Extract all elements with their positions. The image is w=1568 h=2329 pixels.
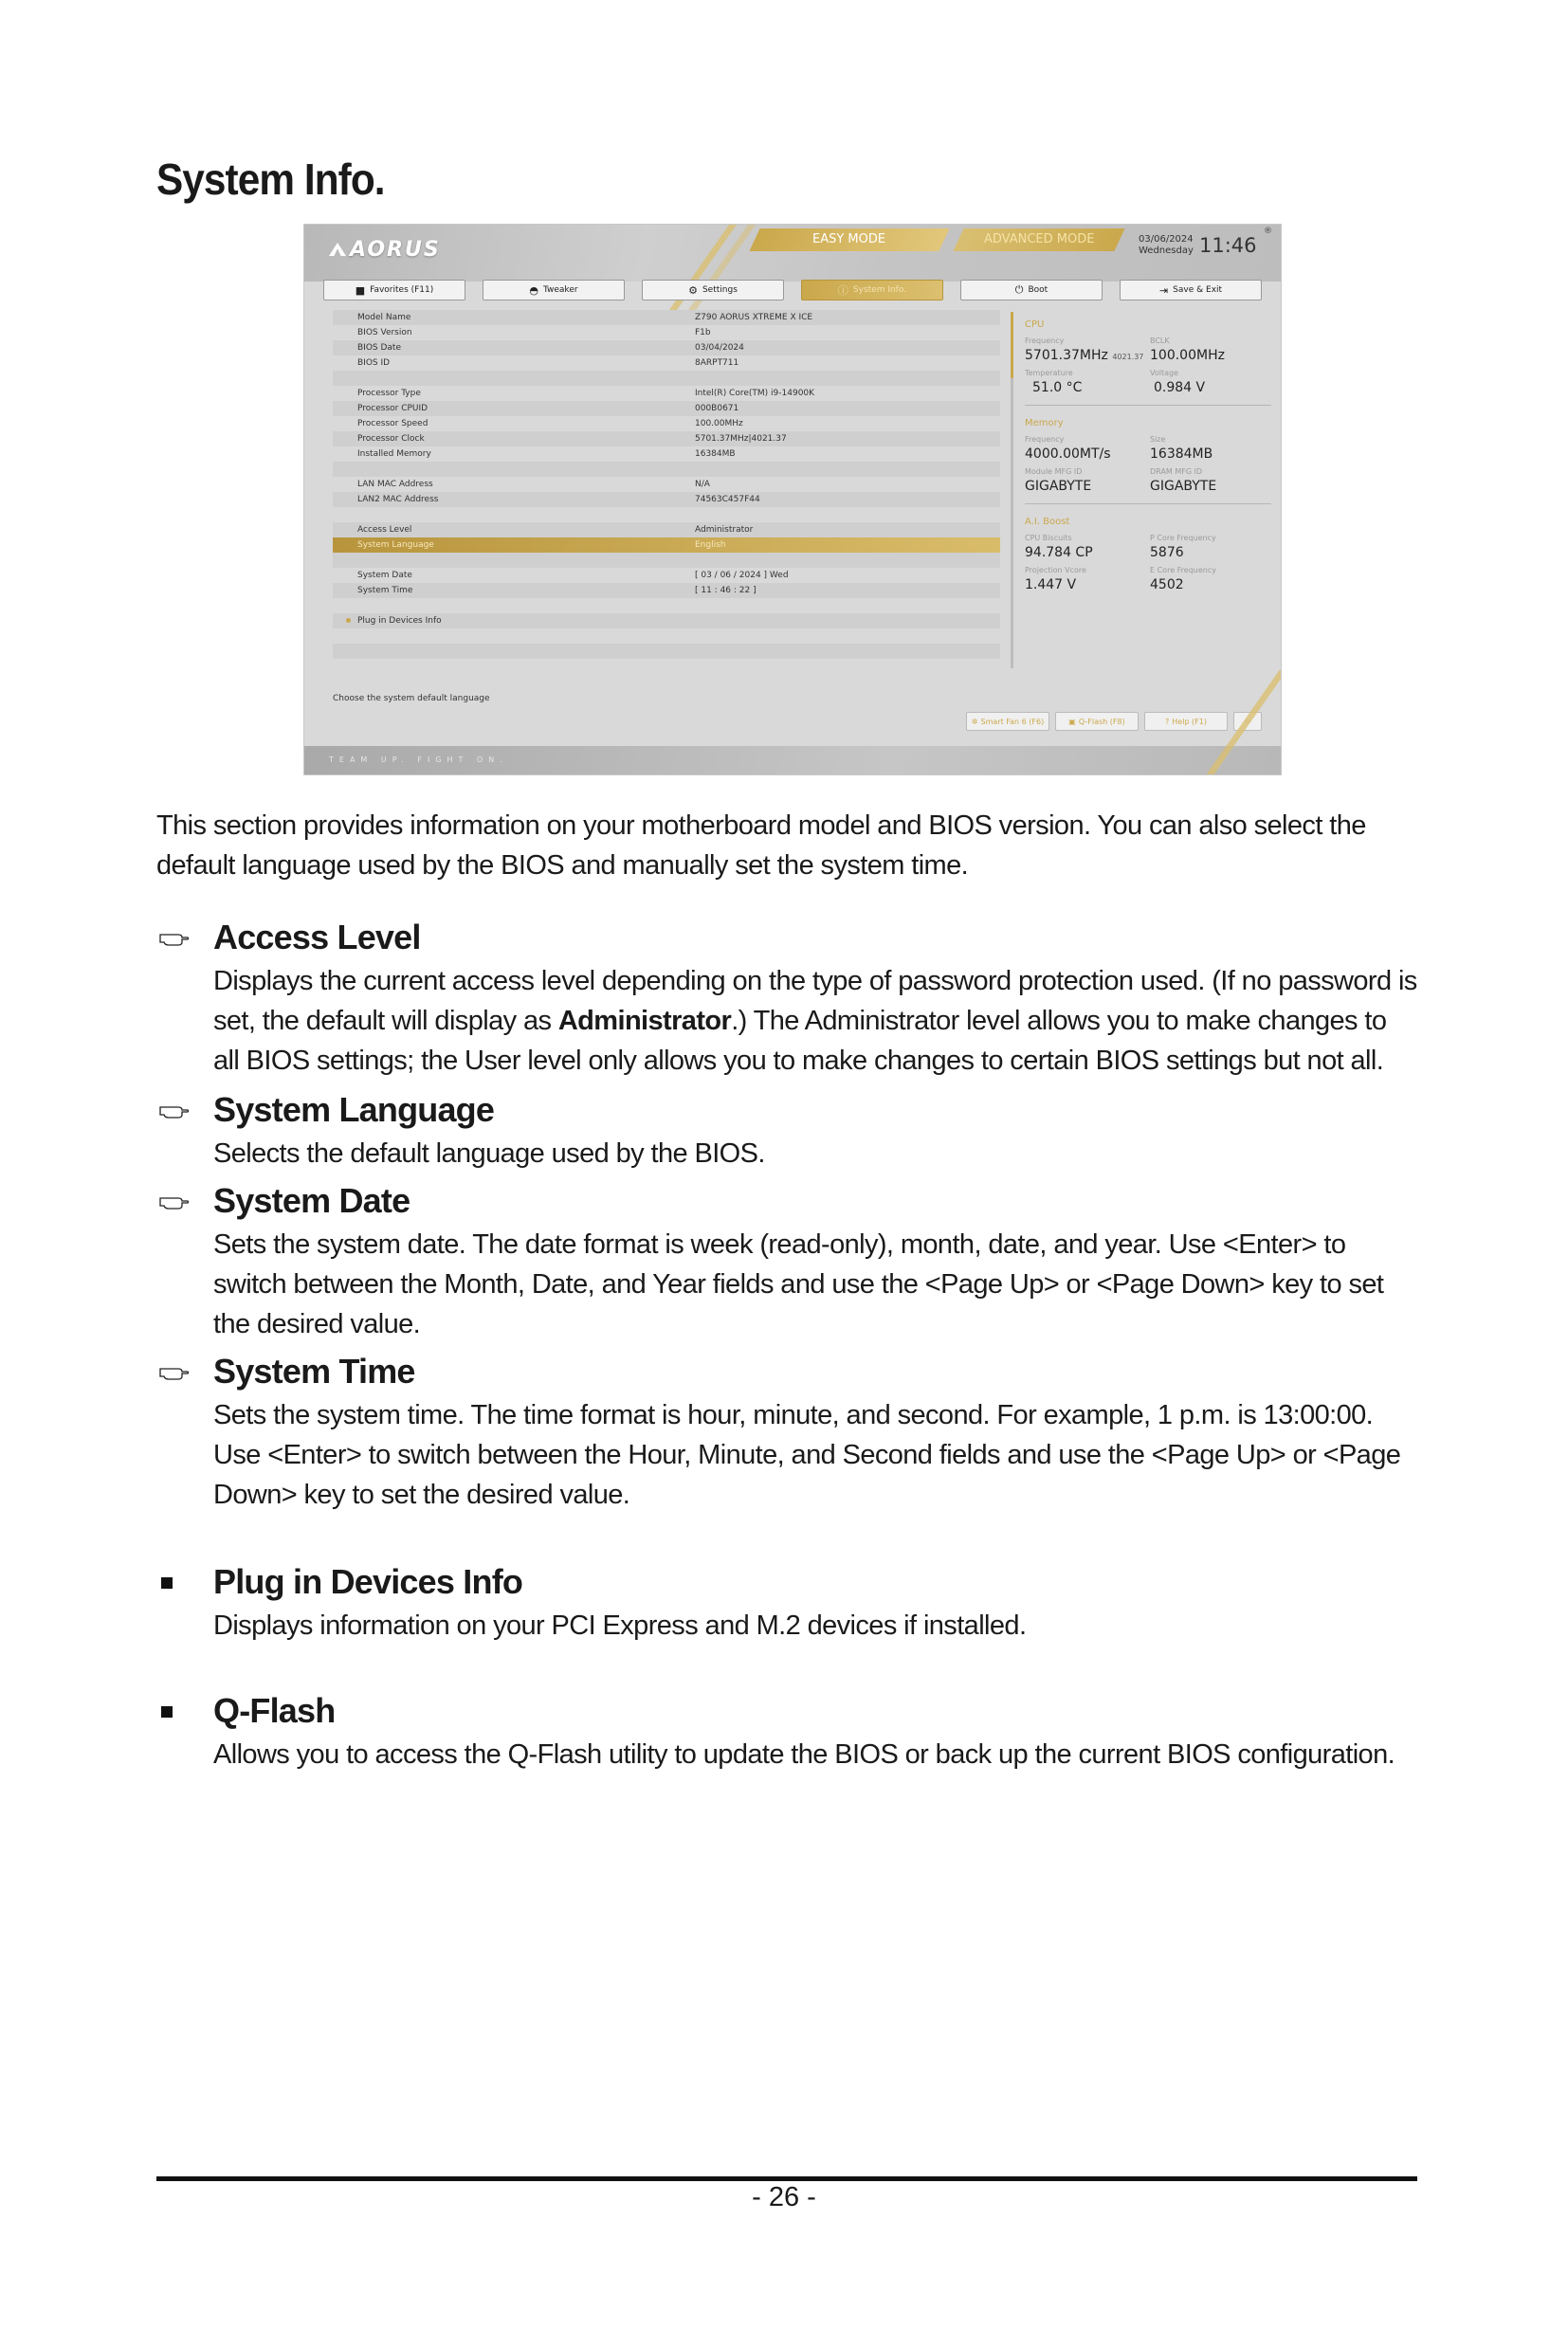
- memory-module-mfg: GIGABYTE: [1025, 479, 1092, 494]
- row-spacer: [333, 628, 1000, 644]
- row-lan-mac: LAN MAC Address N/A: [357, 480, 710, 489]
- power-icon: ⏻: [1014, 283, 1024, 296]
- row-lan2-mac: LAN2 MAC Address 74563C457F44: [333, 492, 1000, 507]
- bios-date-readout: 03/06/2024 Wednesday: [1139, 234, 1194, 256]
- access-level-heading: Access Level: [213, 918, 421, 956]
- row-access-level: Access Level Administrator: [333, 522, 1000, 537]
- q-flash-heading: Q-Flash: [213, 1691, 336, 1730]
- easy-mode-button[interactable]: EASY MODE: [749, 228, 949, 251]
- cpu-voltage: 0.984 V: [1154, 380, 1206, 395]
- bios-slogan: TEAM UP. FIGHT ON.: [329, 755, 508, 764]
- pointing-hand-icon: [159, 1192, 190, 1211]
- intro-paragraph: This section provides information on your motherboard model and BIOS version. You can also select the default language used by the BIOS and manually set the system time.: [156, 810, 1366, 881]
- row-installed-memory: Installed Memory 16384MB: [357, 449, 736, 459]
- tab-tweaker[interactable]: ◓ Tweaker: [483, 280, 625, 300]
- exit-icon: ⇥: [1158, 283, 1169, 297]
- system-language-heading: System Language: [213, 1090, 495, 1129]
- tab-favorites[interactable]: ■ Favorites (F11): [323, 280, 465, 300]
- plug-in-devices-body: Displays information on your PCI Express and M.2 devices if installed.: [213, 1610, 1027, 1641]
- row-spacer: [333, 507, 1000, 522]
- row-bios-date: BIOS Date 03/04/2024: [333, 340, 1000, 355]
- help-icon: ?: [1165, 717, 1170, 726]
- flash-icon: ▣: [1068, 717, 1076, 726]
- system-info-list: [333, 310, 1000, 670]
- advanced-mode-button[interactable]: ADVANCED MODE: [953, 228, 1124, 251]
- cpu-frequency: 5701.37MHz 4021.37: [1025, 348, 1144, 363]
- memory-section-title: Memory: [1025, 418, 1064, 428]
- row-spacer: [333, 553, 1000, 568]
- system-date-body: Sets the system date. The date format is week (read-only), month, date, and year. Use <Enter> to switch between the Month, Date, and Year fields and use the <Page Up> or <Page Down> key to set the desired value.: [213, 1229, 1384, 1339]
- bios-screenshot: [303, 224, 1282, 775]
- footer-rule: [156, 2176, 1417, 2181]
- row-spacer: [333, 598, 1000, 613]
- access-level-body: Displays the current access level depending on the type of password protection used. (If no password is set, the default will display as Administrator.) The Administrator level allows you to make changes to all BIOS settings; the User level only allows you to make changes to certain BIOS settings but not all.: [213, 966, 1417, 1076]
- help-description: Choose the system default language: [333, 694, 490, 703]
- bios-clock: 11:46: [1199, 234, 1257, 257]
- cpu-temperature: 51.0 °C: [1032, 380, 1083, 395]
- cpu-biscuits: 94.784 CP: [1025, 545, 1093, 560]
- row-model-name: Model Name Z790 AORUS XTREME X ICE: [333, 310, 1000, 325]
- aorus-logo: AORUS: [329, 238, 441, 262]
- ai-boost-section-title: A.I. Boost: [1025, 517, 1070, 527]
- row-system-time[interactable]: System Time [ 11 : 46 : 22 ]: [333, 583, 1000, 598]
- pointing-hand-icon: [159, 1101, 190, 1120]
- p-core-frequency: 5876: [1150, 545, 1184, 560]
- tab-settings[interactable]: ⚙ Settings: [642, 280, 784, 300]
- system-date-heading: System Date: [213, 1181, 410, 1220]
- plug-in-devices-heading: Plug in Devices Info: [213, 1562, 523, 1601]
- q-flash-body: Allows you to access the Q-Flash utility to update the BIOS or back up the current BIOS configuration.: [213, 1739, 1395, 1770]
- page-number: - 26 -: [752, 2182, 816, 2212]
- q-flash-button[interactable]: ▣ Q-Flash (F8): [1055, 712, 1139, 731]
- page-title: System Info.: [156, 155, 385, 204]
- smart-fan-button[interactable]: ✲ Smart Fan 6 (F6): [966, 712, 1049, 731]
- tab-boot[interactable]: ⏻ Boot: [960, 280, 1103, 300]
- fan-icon: ✲: [971, 717, 978, 726]
- memory-frequency: 4000.00MT/s: [1025, 446, 1111, 462]
- row-spacer: [333, 462, 1000, 477]
- row-system-date[interactable]: System Date [ 03 / 06 / 2024 ] Wed: [357, 571, 789, 580]
- speedometer-icon: ◓: [529, 283, 539, 297]
- system-language-body: Selects the default language used by the BIOS.: [213, 1138, 765, 1169]
- projection-vcore: 1.447 V: [1025, 577, 1077, 592]
- row-processor-speed: Processor Speed 100.00MHz: [357, 419, 743, 428]
- cpu-bclk: 100.00MHz: [1150, 348, 1225, 363]
- bullet-icon: [346, 618, 351, 623]
- pointing-hand-icon: [159, 1363, 190, 1382]
- tab-save-exit[interactable]: ⇥ Save & Exit: [1120, 280, 1262, 300]
- hardware-monitor-panel: CPU Frequency 5701.37MHz 4021.37 BCLK 100.00MHz Temperature 51.0 °C Voltage 0.984 V Memory Frequency 4000.00MT/s Size 16384MB Module MFG ID GIGABYTE DRAM MFG ID GIGABYTE A.I. Boost CPU Biscuits 94.784 CP P Core Frequency 5876 Projection Vcore 1.447 V E Core Frequency 4502: [1025, 310, 1271, 670]
- square-bullet-icon: [161, 1577, 173, 1589]
- memory-dram-mfg: GIGABYTE: [1150, 479, 1217, 494]
- info-icon: ⓘ: [837, 284, 848, 297]
- row-bios-id: BIOS ID 8ARPT711: [357, 358, 739, 368]
- cpu-section-title: CPU: [1025, 319, 1045, 330]
- system-time-body: Sets the system time. The time format is hour, minute, and second. For example, 1 p.m. is 13:00:00. Use <Enter> to switch between the Hour, Minute, and Second fields and use the <Page Up> or <Page Down> key to set the desired value.: [213, 1400, 1401, 1510]
- row-system-language[interactable]: System Language English: [333, 537, 1000, 553]
- star-box-icon: ■: [355, 283, 366, 297]
- aorus-eagle-icon: [329, 243, 346, 256]
- row-processor-clock: Processor Clock 5701.37MHz|4021.37: [333, 431, 1000, 446]
- gear-icon: ⚙: [688, 283, 698, 297]
- tab-system-info[interactable]: ⓘ System Info.: [801, 280, 943, 300]
- registered-mark: ®: [1264, 227, 1272, 236]
- memory-size: 16384MB: [1150, 446, 1213, 462]
- e-core-frequency: 4502: [1150, 577, 1184, 592]
- row-processor-cpuid: Processor CPUID 000B0671: [333, 401, 1000, 416]
- square-bullet-icon: [161, 1706, 173, 1718]
- row-bios-version: BIOS Version F1b: [357, 328, 711, 337]
- help-button[interactable]: ? Help (F1): [1144, 712, 1228, 731]
- row-spacer: [333, 644, 1000, 659]
- row-spacer: [333, 371, 1000, 386]
- system-time-heading: System Time: [213, 1352, 415, 1391]
- pointing-hand-icon: [159, 929, 190, 948]
- row-plug-in-devices[interactable]: Plug in Devices Info: [333, 613, 1000, 628]
- row-processor-type: Processor Type Intel(R) Core(TM) i9-14900K: [357, 389, 815, 398]
- scrollbar-thumb[interactable]: [1011, 312, 1013, 378]
- divider: [1025, 503, 1271, 504]
- divider: [1025, 405, 1271, 406]
